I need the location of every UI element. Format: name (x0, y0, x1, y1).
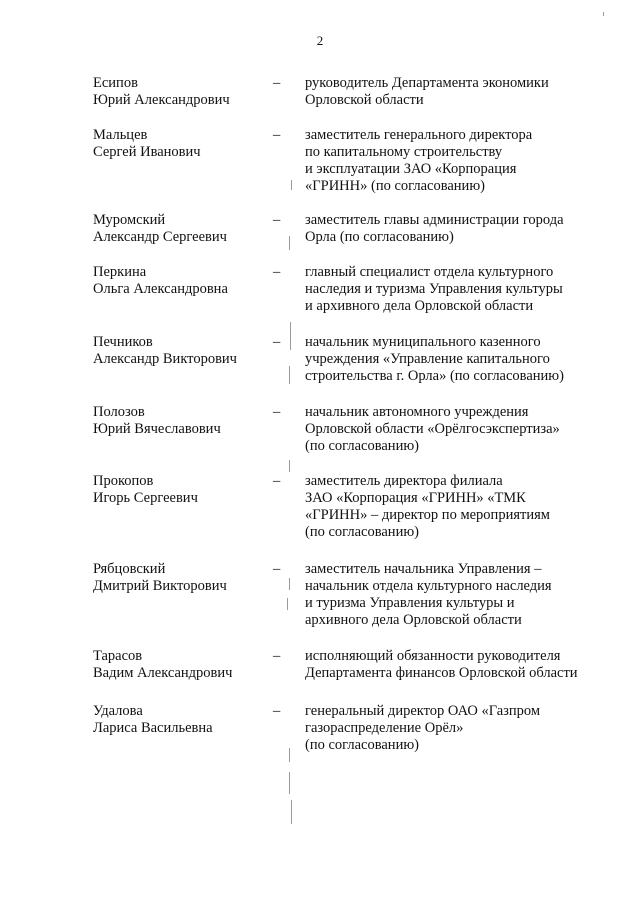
member-role (305, 334, 605, 385)
member-dash: – (273, 264, 281, 280)
scan-mark (291, 180, 292, 190)
member-dash: – (273, 473, 281, 489)
member-dash: – (273, 127, 281, 143)
member-first-patronymic: Александр Викторович (93, 351, 237, 367)
scan-mark (287, 598, 288, 610)
member-surname: Мальцев (93, 127, 148, 143)
member-role-line: и эксплуатации ЗАО «Корпорация (305, 161, 517, 177)
member-role-line: исполняющий обязанности руководителя (305, 648, 561, 664)
scan-mark (289, 460, 290, 472)
member-role-line: газораспределение Орёл» (305, 720, 464, 736)
member-surname: Печников (93, 334, 153, 350)
member-name (93, 404, 268, 438)
member-first-patronymic: Лариса Васильевна (93, 720, 213, 736)
member-name (93, 561, 268, 595)
member-role-line: начальник муниципального казенного (305, 334, 541, 350)
member-role-line: заместитель главы администрации города (305, 212, 564, 228)
member-role (305, 703, 605, 754)
member-surname: Полозов (93, 404, 145, 420)
member-first-patronymic: Дмитрий Викторович (93, 578, 227, 594)
member-name (93, 703, 268, 737)
member-role-line: Орловской области «Орёлгосэкспертиза» (305, 421, 560, 437)
scan-mark (603, 12, 604, 16)
member-first-patronymic: Ольга Александровна (93, 281, 228, 297)
member-dash: – (273, 75, 281, 91)
member-dash: – (273, 334, 281, 350)
member-dash: – (273, 561, 281, 577)
member-role-line: (по согласованию) (305, 438, 419, 454)
member-role-line: заместитель директора филиала (305, 473, 503, 489)
scan-mark (289, 748, 290, 762)
member-surname: Муромский (93, 212, 166, 228)
member-role-line: генеральный директор ОАО «Газпром (305, 703, 541, 719)
member-role-line: Орла (по согласованию) (305, 229, 454, 245)
page-number: 2 (316, 33, 324, 48)
member-name (93, 212, 268, 246)
member-role-line: заместитель начальника Управления – (305, 561, 542, 577)
member-first-patronymic: Юрий Александрович (93, 92, 230, 108)
member-name (93, 334, 268, 368)
member-role (305, 264, 605, 315)
member-surname: Есипов (93, 75, 138, 91)
member-role-line: наследия и туризма Управления культуры (305, 281, 563, 297)
member-surname: Тарасов (93, 648, 143, 664)
member-role-line: «ГРИНН» (по согласованию) (305, 178, 485, 194)
member-role-line: (по согласованию) (305, 524, 419, 540)
member-first-patronymic: Сергей Иванович (93, 144, 201, 160)
member-first-patronymic: Александр Сергеевич (93, 229, 227, 245)
member-surname: Прокопов (93, 473, 154, 489)
member-role (305, 561, 605, 629)
member-dash: – (273, 404, 281, 420)
member-role-line: начальник автономного учреждения (305, 404, 529, 420)
member-name (93, 75, 268, 109)
member-name (93, 127, 268, 161)
member-surname: Рябцовский (93, 561, 166, 577)
member-role-line: главный специалист отдела культурного (305, 264, 554, 280)
member-name (93, 264, 268, 298)
member-first-patronymic: Вадим Александрович (93, 665, 233, 681)
member-dash: – (273, 212, 281, 228)
member-role-line: «ГРИНН» – директор по мероприятиям (305, 507, 550, 523)
member-role (305, 127, 605, 195)
member-name (93, 473, 268, 507)
member-role-line: учреждения «Управление капитального (305, 351, 550, 367)
member-role-line: и архивного дела Орловской области (305, 298, 534, 314)
member-role-line: строительства г. Орла» (по согласованию) (305, 368, 564, 384)
member-role-line: ЗАО «Корпорация «ГРИНН» «ТМК (305, 490, 526, 506)
member-role-line: заместитель генерального директора (305, 127, 533, 143)
member-role-line: по капитальному строительству (305, 144, 503, 160)
member-role-line: архивного дела Орловской области (305, 612, 522, 628)
member-first-patronymic: Юрий Вячеславович (93, 421, 221, 437)
member-role (305, 404, 605, 455)
member-role-line: и туризма Управления культуры и (305, 595, 515, 611)
scan-mark (291, 800, 292, 824)
scan-mark (289, 236, 290, 250)
scan-mark (290, 322, 291, 350)
scan-mark (289, 578, 290, 590)
member-role-line: начальник отдела культурного наследия (305, 578, 552, 594)
member-role (305, 212, 605, 246)
member-name (93, 648, 268, 682)
member-dash: – (273, 703, 281, 719)
scan-mark (289, 366, 290, 384)
member-role-line: Орловской области (305, 92, 424, 108)
member-role-line: (по согласованию) (305, 737, 419, 753)
member-dash: – (273, 648, 281, 664)
member-first-patronymic: Игорь Сергеевич (93, 490, 198, 506)
scan-mark (289, 772, 290, 794)
member-role (305, 75, 605, 109)
member-role (305, 473, 605, 541)
member-surname: Перкина (93, 264, 147, 280)
member-role-line: Департамента финансов Орловской области (305, 665, 578, 681)
member-role (305, 648, 605, 682)
member-surname: Удалова (93, 703, 143, 719)
member-role-line: руководитель Департамента экономики (305, 75, 549, 91)
